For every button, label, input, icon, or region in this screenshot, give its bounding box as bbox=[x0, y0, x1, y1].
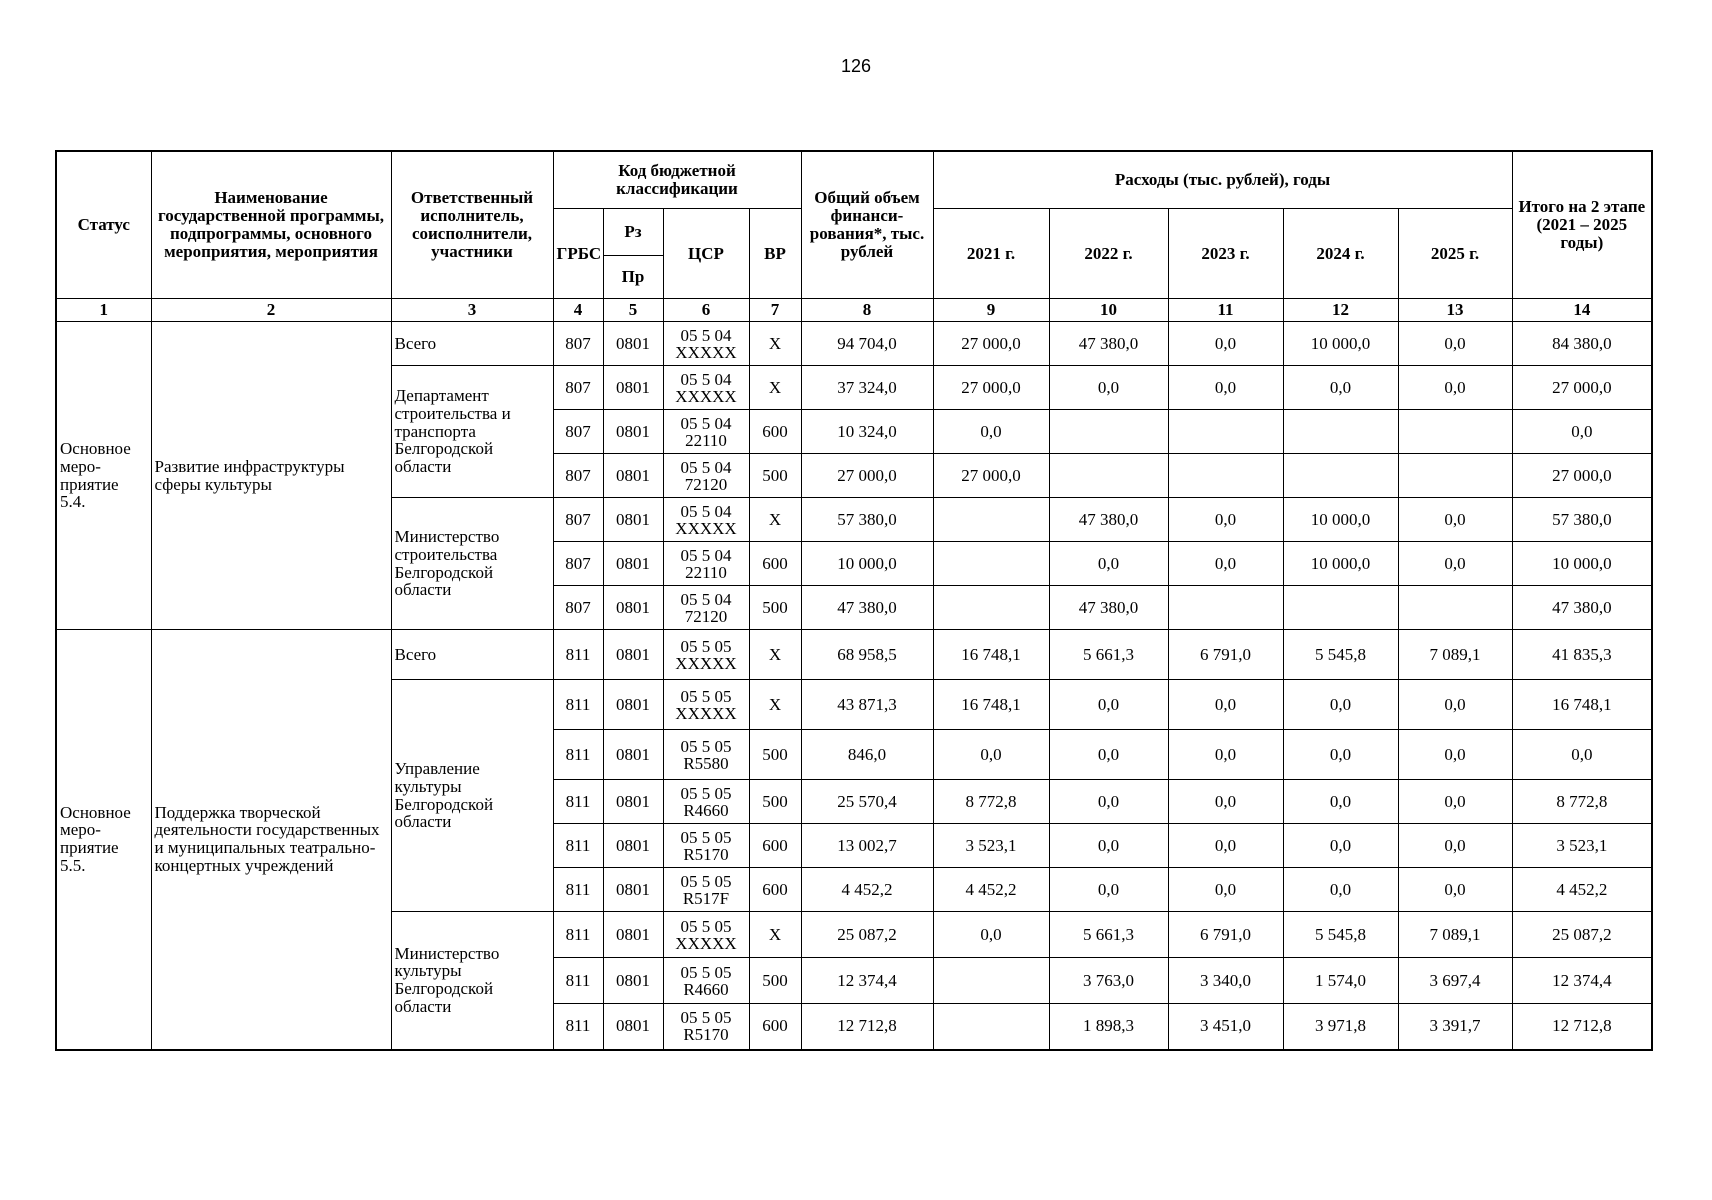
vr-cell: X bbox=[749, 680, 801, 730]
grbs-cell: 807 bbox=[553, 498, 603, 542]
header-rz: Рз bbox=[603, 209, 663, 256]
rz-cell: 0801 bbox=[603, 586, 663, 630]
y2023-cell: 0,0 bbox=[1168, 824, 1283, 868]
csr-code-part: R517F bbox=[682, 888, 730, 908]
csr-code-part: 05 5 05 bbox=[680, 871, 732, 891]
header-total-volume: Общий объем финанси-рования*, тыс. рублей bbox=[801, 151, 933, 299]
y2021-cell: 3 523,1 bbox=[933, 824, 1049, 868]
y2025-cell: 0,0 bbox=[1398, 542, 1512, 586]
csr-code-part: XXXXX bbox=[675, 518, 737, 538]
y2023-cell: 0,0 bbox=[1168, 322, 1283, 366]
y2021-cell: 16 748,1 bbox=[933, 630, 1049, 680]
y2022-cell: 0,0 bbox=[1049, 542, 1168, 586]
rz-cell: 0801 bbox=[603, 542, 663, 586]
y2023-cell: 0,0 bbox=[1168, 366, 1283, 410]
y2023-cell bbox=[1168, 410, 1283, 454]
itogo-cell: 0,0 bbox=[1512, 410, 1652, 454]
grbs-cell: 811 bbox=[553, 868, 603, 912]
itogo-cell: 16 748,1 bbox=[1512, 680, 1652, 730]
y2024-cell: 1 574,0 bbox=[1283, 958, 1398, 1004]
y2021-cell: 16 748,1 bbox=[933, 680, 1049, 730]
grbs-cell: 807 bbox=[553, 454, 603, 498]
y2022-cell bbox=[1049, 454, 1168, 498]
col-number: 10 bbox=[1049, 299, 1168, 322]
col-number: 8 bbox=[801, 299, 933, 322]
y2023-cell: 0,0 bbox=[1168, 780, 1283, 824]
y2024-cell: 0,0 bbox=[1283, 366, 1398, 410]
header-grbs: ГРБС bbox=[553, 209, 603, 299]
y2022-cell: 3 763,0 bbox=[1049, 958, 1168, 1004]
total-cell: 4 452,2 bbox=[801, 868, 933, 912]
rz-cell: 0801 bbox=[603, 868, 663, 912]
csr-cell bbox=[663, 542, 749, 586]
header-budget-code: Код бюджетной классификации bbox=[553, 151, 801, 209]
grbs-cell: 807 bbox=[553, 586, 603, 630]
itogo-cell: 4 452,2 bbox=[1512, 868, 1652, 912]
csr-code-part: 05 5 05 bbox=[680, 1008, 732, 1028]
y2024-cell: 0,0 bbox=[1283, 824, 1398, 868]
grbs-cell: 811 bbox=[553, 680, 603, 730]
csr-code-part: 05 5 05 bbox=[680, 783, 732, 803]
y2023-cell: 3 340,0 bbox=[1168, 958, 1283, 1004]
csr-cell bbox=[663, 322, 749, 366]
y2025-cell: 0,0 bbox=[1398, 780, 1512, 824]
status-cell: Основное меро-приятие 5.5. bbox=[56, 630, 151, 1050]
csr-cell bbox=[663, 868, 749, 912]
vr-cell: 500 bbox=[749, 780, 801, 824]
col-number: 3 bbox=[391, 299, 553, 322]
total-cell: 68 958,5 bbox=[801, 630, 933, 680]
csr-cell bbox=[663, 454, 749, 498]
col-number: 11 bbox=[1168, 299, 1283, 322]
csr-code-part: 05 5 05 bbox=[680, 736, 732, 756]
column-number-row bbox=[56, 299, 1652, 322]
grbs-cell: 807 bbox=[553, 366, 603, 410]
csr-cell bbox=[663, 498, 749, 542]
itogo-cell: 27 000,0 bbox=[1512, 366, 1652, 410]
y2022-cell: 47 380,0 bbox=[1049, 498, 1168, 542]
csr-cell bbox=[663, 958, 749, 1004]
col-number: 6 bbox=[663, 299, 749, 322]
csr-cell bbox=[663, 780, 749, 824]
status-cell: Основное меро-приятие 5.4. bbox=[56, 322, 151, 630]
activity-name-cell: Поддержка творческой деятельности государственных и муниципальных театрально-концертных учреждений bbox=[151, 630, 391, 1050]
total-cell: 25 087,2 bbox=[801, 912, 933, 958]
rz-cell: 0801 bbox=[603, 1004, 663, 1050]
col-number: 13 bbox=[1398, 299, 1512, 322]
y2024-cell: 10 000,0 bbox=[1283, 498, 1398, 542]
csr-cell bbox=[663, 366, 749, 410]
y2025-cell: 0,0 bbox=[1398, 824, 1512, 868]
header-expenses: Расходы (тыс. рублей), годы bbox=[933, 151, 1512, 209]
grbs-cell: 811 bbox=[553, 824, 603, 868]
y2025-cell: 0,0 bbox=[1398, 730, 1512, 780]
page-number: 126 bbox=[840, 56, 872, 76]
y2022-cell: 0,0 bbox=[1049, 680, 1168, 730]
itogo-cell: 12 374,4 bbox=[1512, 958, 1652, 1004]
header-2024: 2024 г. bbox=[1283, 209, 1398, 299]
csr-code-part: XXXXX bbox=[675, 386, 737, 406]
csr-cell bbox=[663, 630, 749, 680]
grbs-cell: 811 bbox=[553, 730, 603, 780]
csr-code-part: 05 5 04 bbox=[680, 413, 732, 433]
vr-cell: 600 bbox=[749, 824, 801, 868]
y2022-cell: 0,0 bbox=[1049, 780, 1168, 824]
header-csr: ЦСР bbox=[663, 209, 749, 299]
y2021-cell: 27 000,0 bbox=[933, 322, 1049, 366]
csr-code-part: 05 5 04 bbox=[680, 589, 732, 609]
total-cell: 12 712,8 bbox=[801, 1004, 933, 1050]
y2023-cell: 0,0 bbox=[1168, 680, 1283, 730]
grbs-cell: 811 bbox=[553, 630, 603, 680]
total-cell: 94 704,0 bbox=[801, 322, 933, 366]
y2025-cell: 3 391,7 bbox=[1398, 1004, 1512, 1050]
y2021-cell bbox=[933, 958, 1049, 1004]
grbs-cell: 807 bbox=[553, 542, 603, 586]
csr-code-part: R4660 bbox=[683, 979, 729, 999]
y2022-cell: 5 661,3 bbox=[1049, 630, 1168, 680]
y2022-cell: 0,0 bbox=[1049, 868, 1168, 912]
grbs-cell: 811 bbox=[553, 780, 603, 824]
y2023-cell bbox=[1168, 454, 1283, 498]
y2021-cell: 0,0 bbox=[933, 730, 1049, 780]
y2024-cell bbox=[1283, 410, 1398, 454]
rz-cell: 0801 bbox=[603, 824, 663, 868]
header-2021: 2021 г. bbox=[933, 209, 1049, 299]
vr-cell: 500 bbox=[749, 730, 801, 780]
itogo-cell: 41 835,3 bbox=[1512, 630, 1652, 680]
executor-cell: Управление культуры Белгородской области bbox=[391, 680, 553, 912]
header-2023: 2023 г. bbox=[1168, 209, 1283, 299]
csr-code-part: 05 5 05 bbox=[680, 962, 732, 982]
y2021-cell bbox=[933, 542, 1049, 586]
vr-cell: X bbox=[749, 322, 801, 366]
y2024-cell: 0,0 bbox=[1283, 868, 1398, 912]
header-pr: Пр bbox=[603, 256, 663, 299]
y2022-cell: 0,0 bbox=[1049, 366, 1168, 410]
csr-code-part: R5580 bbox=[683, 753, 729, 773]
vr-cell: X bbox=[749, 366, 801, 410]
y2021-cell: 8 772,8 bbox=[933, 780, 1049, 824]
rz-cell: 0801 bbox=[603, 498, 663, 542]
rz-cell: 0801 bbox=[603, 410, 663, 454]
y2021-cell: 27 000,0 bbox=[933, 454, 1049, 498]
vr-cell: X bbox=[749, 912, 801, 958]
rz-cell: 0801 bbox=[603, 322, 663, 366]
y2023-cell: 0,0 bbox=[1168, 868, 1283, 912]
csr-code-part: XXXXX bbox=[675, 703, 737, 723]
grbs-cell: 811 bbox=[553, 958, 603, 1004]
table-row bbox=[56, 630, 1652, 680]
vr-cell: X bbox=[749, 498, 801, 542]
y2022-cell bbox=[1049, 410, 1168, 454]
y2024-cell: 5 545,8 bbox=[1283, 630, 1398, 680]
itogo-cell: 0,0 bbox=[1512, 730, 1652, 780]
y2022-cell: 0,0 bbox=[1049, 730, 1168, 780]
col-number: 14 bbox=[1512, 299, 1652, 322]
y2024-cell: 10 000,0 bbox=[1283, 542, 1398, 586]
itogo-cell: 10 000,0 bbox=[1512, 542, 1652, 586]
csr-code-part: 22110 bbox=[685, 430, 727, 450]
col-number: 12 bbox=[1283, 299, 1398, 322]
y2025-cell: 0,0 bbox=[1398, 868, 1512, 912]
vr-cell: 500 bbox=[749, 454, 801, 498]
rz-cell: 0801 bbox=[603, 454, 663, 498]
col-number: 9 bbox=[933, 299, 1049, 322]
itogo-cell: 3 523,1 bbox=[1512, 824, 1652, 868]
activity-name-cell: Развитие инфраструктуры сферы культуры bbox=[151, 322, 391, 630]
y2025-cell: 7 089,1 bbox=[1398, 912, 1512, 958]
y2021-cell: 0,0 bbox=[933, 912, 1049, 958]
y2024-cell bbox=[1283, 454, 1398, 498]
total-cell: 12 374,4 bbox=[801, 958, 933, 1004]
header-status: Статус bbox=[56, 151, 151, 299]
csr-code-part: 05 5 04 bbox=[680, 545, 732, 565]
total-cell: 57 380,0 bbox=[801, 498, 933, 542]
itogo-cell: 12 712,8 bbox=[1512, 1004, 1652, 1050]
grbs-cell: 807 bbox=[553, 410, 603, 454]
csr-code-part: XXXXX bbox=[675, 653, 737, 673]
rz-cell: 0801 bbox=[603, 958, 663, 1004]
executor-cell: Департамент строительства и транспорта Белгородской области bbox=[391, 366, 553, 498]
vr-cell: 600 bbox=[749, 1004, 801, 1050]
y2025-cell bbox=[1398, 586, 1512, 630]
csr-cell bbox=[663, 410, 749, 454]
col-number: 5 bbox=[603, 299, 663, 322]
vr-cell: X bbox=[749, 630, 801, 680]
csr-code-part: 05 5 05 bbox=[680, 827, 732, 847]
y2025-cell: 0,0 bbox=[1398, 680, 1512, 730]
table-row bbox=[56, 322, 1652, 366]
rz-cell: 0801 bbox=[603, 680, 663, 730]
rz-cell: 0801 bbox=[603, 730, 663, 780]
csr-code-part: 05 5 04 bbox=[680, 369, 732, 389]
col-number: 7 bbox=[749, 299, 801, 322]
csr-code-part: 05 5 04 bbox=[680, 457, 732, 477]
rz-cell: 0801 bbox=[603, 366, 663, 410]
csr-code-part: 72120 bbox=[684, 606, 728, 626]
y2024-cell: 10 000,0 bbox=[1283, 322, 1398, 366]
executor-cell: Министерство строительства Белгородской области bbox=[391, 498, 553, 630]
vr-cell: 600 bbox=[749, 410, 801, 454]
y2022-cell: 47 380,0 bbox=[1049, 322, 1168, 366]
total-cell: 10 000,0 bbox=[801, 542, 933, 586]
csr-code-part: R5170 bbox=[683, 1025, 729, 1045]
y2021-cell: 27 000,0 bbox=[933, 366, 1049, 410]
grbs-cell: 811 bbox=[553, 1004, 603, 1050]
y2022-cell: 47 380,0 bbox=[1049, 586, 1168, 630]
vr-cell: 600 bbox=[749, 868, 801, 912]
itogo-cell: 27 000,0 bbox=[1512, 454, 1652, 498]
y2021-cell bbox=[933, 1004, 1049, 1050]
y2022-cell: 5 661,3 bbox=[1049, 912, 1168, 958]
rz-cell: 0801 bbox=[603, 630, 663, 680]
itogo-cell: 57 380,0 bbox=[1512, 498, 1652, 542]
itogo-cell: 25 087,2 bbox=[1512, 912, 1652, 958]
vr-cell: 500 bbox=[749, 586, 801, 630]
itogo-cell: 84 380,0 bbox=[1512, 322, 1652, 366]
executor-cell: Всего bbox=[391, 322, 553, 366]
csr-cell bbox=[663, 1004, 749, 1050]
y2024-cell: 3 971,8 bbox=[1283, 1004, 1398, 1050]
y2024-cell: 0,0 bbox=[1283, 680, 1398, 730]
col-number: 2 bbox=[151, 299, 391, 322]
total-cell: 27 000,0 bbox=[801, 454, 933, 498]
total-cell: 846,0 bbox=[801, 730, 933, 780]
y2025-cell: 0,0 bbox=[1398, 366, 1512, 410]
total-cell: 25 570,4 bbox=[801, 780, 933, 824]
total-cell: 37 324,0 bbox=[801, 366, 933, 410]
y2023-cell: 0,0 bbox=[1168, 498, 1283, 542]
y2023-cell: 0,0 bbox=[1168, 730, 1283, 780]
csr-code-part: 05 5 04 bbox=[680, 325, 732, 345]
header-name: Наименование государственной программы, подпрограммы, основного мероприятия, мероприятия bbox=[151, 151, 391, 299]
y2021-cell bbox=[933, 498, 1049, 542]
y2023-cell: 0,0 bbox=[1168, 542, 1283, 586]
total-cell: 43 871,3 bbox=[801, 680, 933, 730]
csr-cell bbox=[663, 586, 749, 630]
y2023-cell: 6 791,0 bbox=[1168, 912, 1283, 958]
y2025-cell: 0,0 bbox=[1398, 498, 1512, 542]
y2024-cell: 5 545,8 bbox=[1283, 912, 1398, 958]
rz-cell: 0801 bbox=[603, 912, 663, 958]
y2024-cell: 0,0 bbox=[1283, 780, 1398, 824]
y2022-cell: 1 898,3 bbox=[1049, 1004, 1168, 1050]
header-vr: ВР bbox=[749, 209, 801, 299]
budget-table bbox=[55, 150, 1653, 1051]
header-2022: 2022 г. bbox=[1049, 209, 1168, 299]
y2023-cell bbox=[1168, 586, 1283, 630]
total-cell: 13 002,7 bbox=[801, 824, 933, 868]
csr-code-part: 05 5 05 bbox=[680, 916, 732, 936]
csr-code-part: R5170 bbox=[683, 844, 729, 864]
y2025-cell: 3 697,4 bbox=[1398, 958, 1512, 1004]
itogo-cell: 47 380,0 bbox=[1512, 586, 1652, 630]
y2024-cell: 0,0 bbox=[1283, 730, 1398, 780]
grbs-cell: 807 bbox=[553, 322, 603, 366]
csr-code-part: 05 5 05 bbox=[680, 686, 732, 706]
csr-code-part: 72120 bbox=[684, 474, 728, 494]
total-cell: 10 324,0 bbox=[801, 410, 933, 454]
csr-code-part: 05 5 05 bbox=[680, 636, 732, 656]
y2021-cell bbox=[933, 586, 1049, 630]
header-itogo: Итого на 2 этапе (2021 – 2025 годы) bbox=[1512, 151, 1652, 299]
y2023-cell: 3 451,0 bbox=[1168, 1004, 1283, 1050]
header-executor: Ответственный исполнитель, соисполнители, участники bbox=[391, 151, 553, 299]
y2022-cell: 0,0 bbox=[1049, 824, 1168, 868]
vr-cell: 600 bbox=[749, 542, 801, 586]
y2023-cell: 6 791,0 bbox=[1168, 630, 1283, 680]
y2025-cell: 0,0 bbox=[1398, 322, 1512, 366]
csr-code-part: XXXXX bbox=[675, 933, 737, 953]
y2025-cell bbox=[1398, 410, 1512, 454]
table-body bbox=[56, 322, 1652, 1050]
total-cell: 47 380,0 bbox=[801, 586, 933, 630]
header-2025: 2025 г. bbox=[1398, 209, 1512, 299]
csr-cell bbox=[663, 912, 749, 958]
csr-cell bbox=[663, 680, 749, 730]
col-number: 4 bbox=[553, 299, 603, 322]
csr-code-part: XXXXX bbox=[675, 342, 737, 362]
executor-cell: Министерство культуры Белгородской области bbox=[391, 912, 553, 1050]
rz-cell: 0801 bbox=[603, 780, 663, 824]
grbs-cell: 811 bbox=[553, 912, 603, 958]
y2025-cell bbox=[1398, 454, 1512, 498]
y2025-cell: 7 089,1 bbox=[1398, 630, 1512, 680]
y2024-cell bbox=[1283, 586, 1398, 630]
itogo-cell: 8 772,8 bbox=[1512, 780, 1652, 824]
csr-cell bbox=[663, 730, 749, 780]
col-number: 1 bbox=[56, 299, 151, 322]
csr-code-part: 22110 bbox=[685, 562, 727, 582]
executor-cell: Всего bbox=[391, 630, 553, 680]
vr-cell: 500 bbox=[749, 958, 801, 1004]
csr-code-part: 05 5 04 bbox=[680, 501, 732, 521]
y2021-cell: 4 452,2 bbox=[933, 868, 1049, 912]
y2021-cell: 0,0 bbox=[933, 410, 1049, 454]
csr-cell bbox=[663, 824, 749, 868]
csr-code-part: R4660 bbox=[683, 800, 729, 820]
